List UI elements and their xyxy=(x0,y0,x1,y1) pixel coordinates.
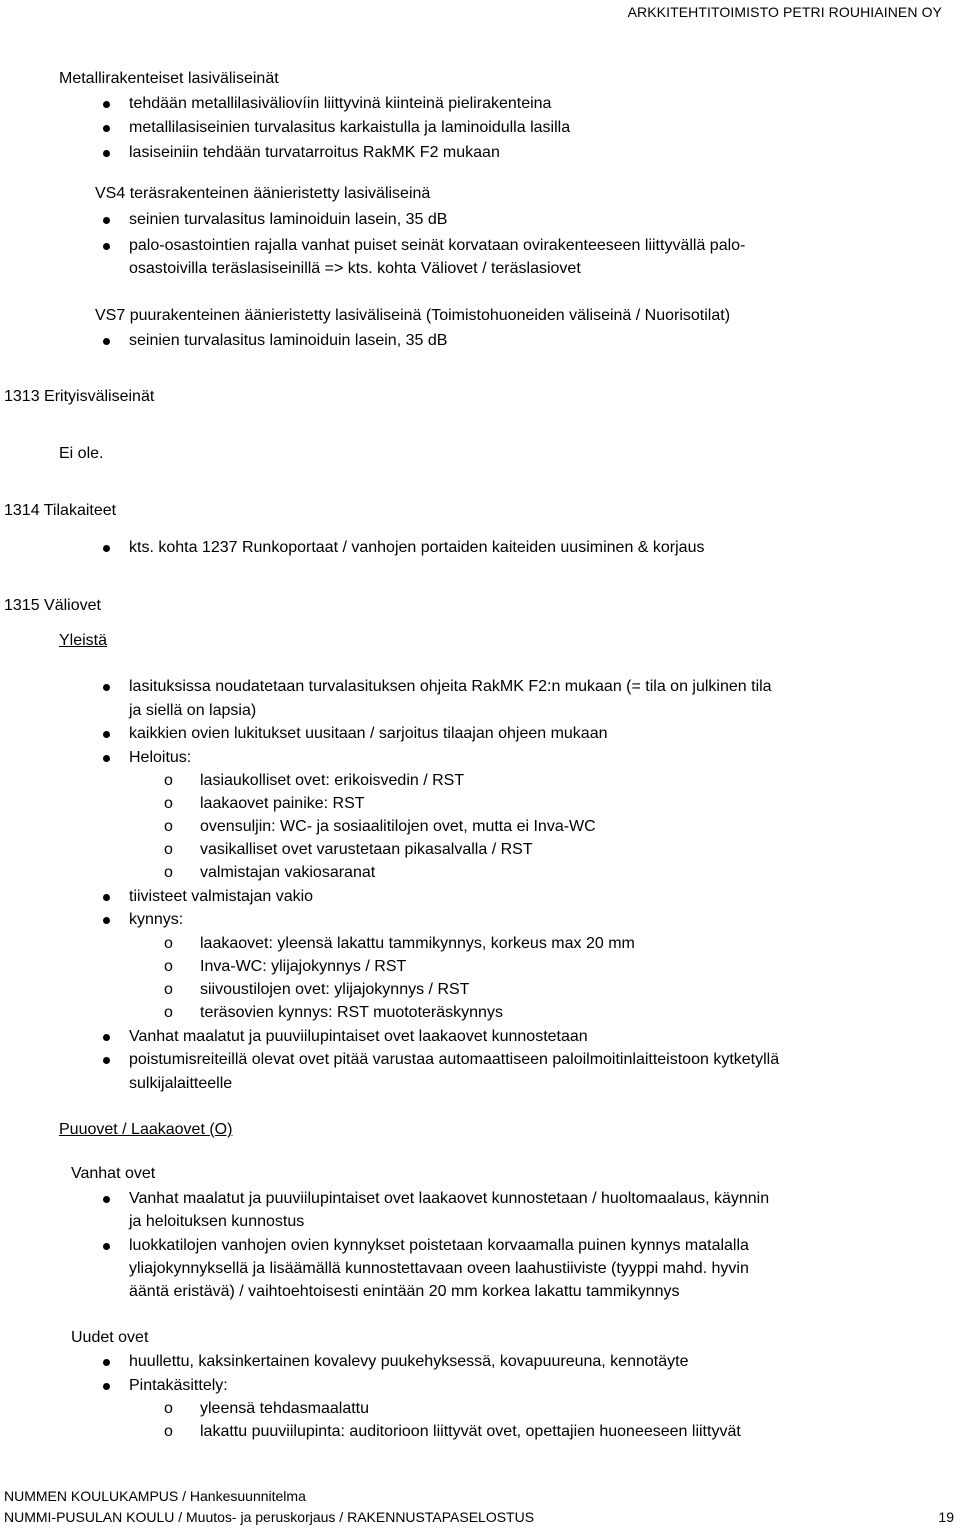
list-item: kaikkien ovien lukitukset uusitaan / sarjoitus tilaajan ohjeen mukaan xyxy=(129,725,608,742)
list-item: kts. kohta 1237 Runkoportaat / vanhojen portaiden kaiteiden uusiminen & korjaus xyxy=(129,539,705,556)
list-item: huullettu, kaksinkertainen kovalevy puukehyksessä, kovapuureuna, kennotäyte xyxy=(129,1353,689,1370)
sub-list-item: o lasiaukolliset ovet: erikoisvedin / RST xyxy=(164,772,465,789)
sub-list-item: o valmistajan vakiosaranat xyxy=(164,864,376,881)
section-title-1314: 1314 Tilakaiteet xyxy=(4,502,117,519)
list-item: tiivisteet valmistajan vakio xyxy=(129,888,314,905)
section-title-vs4: VS4 teräsrakenteinen äänieristetty lasiväliseinä xyxy=(95,185,431,202)
list-item-continuation: ääntä eristävä) / vaihtoehtoisesti enintään 20 mm korkea lakattu tammikynnys xyxy=(129,1283,680,1300)
section-title-1315: 1315 Väliovet xyxy=(4,597,101,614)
list-item: lasituksissa noudatetaan turvalasituksen ohjeita RakMK F2:n mukaan (= tila on julkinen tila xyxy=(129,678,772,695)
section-title-metal: Metallirakenteiset lasiväliseinät xyxy=(59,70,279,87)
sub-list-item: o teräsovien kynnys: RST muototeräskynnys xyxy=(164,1004,503,1021)
sub-list-item: o Inva-WC: ylijajokynnys / RST xyxy=(164,958,407,975)
list-item-continuation: osastoivilla teräslasiseinillä => kts. kohta Väliovet / teräslasiovet xyxy=(129,260,581,277)
list-item: luokkatilojen vanhojen ovien kynnykset poistetaan korvaamalla puinen kynnys matalalla xyxy=(129,1237,749,1254)
footer-line-2: NUMMI-PUSULAN KOULU / Muutos- ja peruskorjaus / RAKENNUSTAPASELOSTUS xyxy=(4,1509,535,1525)
list-item-continuation: sulkijalaitteelle xyxy=(129,1075,233,1092)
group-title-uudet-ovet: Uudet ovet xyxy=(71,1329,149,1346)
group-title-vanhat-ovet: Vanhat ovet xyxy=(71,1165,156,1182)
list-item: lasiseiniin tehdään turvatarroitus RakMK F2 mukaan xyxy=(129,144,500,161)
section-title-1313: 1313 Erityisväliseinät xyxy=(4,388,155,405)
list-item: Vanhat maalatut ja puuviilupintaiset ovet laakaovet kunnostetaan xyxy=(129,1028,588,1045)
subsection-title-puuovet: Puuovet / Laakaovet (O) xyxy=(59,1121,233,1138)
list-item: seinien turvalasitus laminoiduin lasein, 35 dB xyxy=(129,211,448,228)
sub-list-item: o lakattu puuviilupinta: auditorioon liittyvät ovet, opettajien huoneeseen liittyvät xyxy=(164,1423,741,1440)
section-title-vs7: VS7 puurakenteinen äänieristetty lasiväliseinä (Toimistohuoneiden väliseinä / Nuorisotilat) xyxy=(95,307,731,324)
footer-line-1: NUMMEN KOULUKAMPUS / Hankesuunnitelma xyxy=(4,1488,306,1504)
list-item-continuation: ja heloituksen kunnostus xyxy=(129,1213,305,1230)
sub-list-item: o laakaovet painike: RST xyxy=(164,795,365,812)
list-item: Heloitus: xyxy=(129,749,192,766)
section-text-1313: Ei ole. xyxy=(59,445,104,462)
sub-list-item: o ovensuljin: WC- ja sosiaalitilojen ovet, mutta ei Inva-WC xyxy=(164,818,596,835)
list-item: Pintakäsittely: xyxy=(129,1377,228,1394)
list-item: seinien turvalasitus laminoiduin lasein, 35 dB xyxy=(129,332,448,349)
sub-list-item: o laakaovet: yleensä lakattu tammikynnys, korkeus max 20 mm xyxy=(164,935,635,952)
sub-list-item: o siivoustilojen ovet: ylijajokynnys / RST xyxy=(164,981,470,998)
list-item: poistumisreiteillä olevat ovet pitää varustaa automaattiseen paloilmoitinlaitteistoon kytketyllä xyxy=(129,1051,780,1068)
list-item: tehdään metallilasiväliovíin liittyvinä kiinteinä pielirakenteina xyxy=(129,95,552,112)
header-company: ARKKITEHTITOIMISTO PETRI ROUHIAINEN OY xyxy=(627,4,942,20)
list-item: Vanhat maalatut ja puuviilupintaiset ovet laakaovet kunnostetaan / huoltomaalaus, käynnin xyxy=(129,1190,770,1207)
list-item: palo-osastointien rajalla vanhat puiset seinät korvataan ovirakenteeseen liittyvällä palo- xyxy=(129,237,746,254)
page-number: 19 xyxy=(938,1509,954,1525)
list-item: metallilasiseinien turvalasitus karkaistulla ja laminoidulla lasilla xyxy=(129,119,571,136)
sub-list-item: o yleensä tehdasmaalattu xyxy=(164,1400,369,1417)
list-item-continuation: ja siellä on lapsia) xyxy=(129,702,257,719)
sub-list-item: o vasikalliset ovet varustetaan pikasalvalla / RST xyxy=(164,841,533,858)
subsection-title-yleista: Yleistä xyxy=(59,632,108,649)
list-item-continuation: yliajokynnyksellä ja lisäämällä kunnostettavaan oveen laahustiiviste (tyyppi mahd. hyvin xyxy=(129,1260,749,1277)
list-item: kynnys: xyxy=(129,911,184,928)
